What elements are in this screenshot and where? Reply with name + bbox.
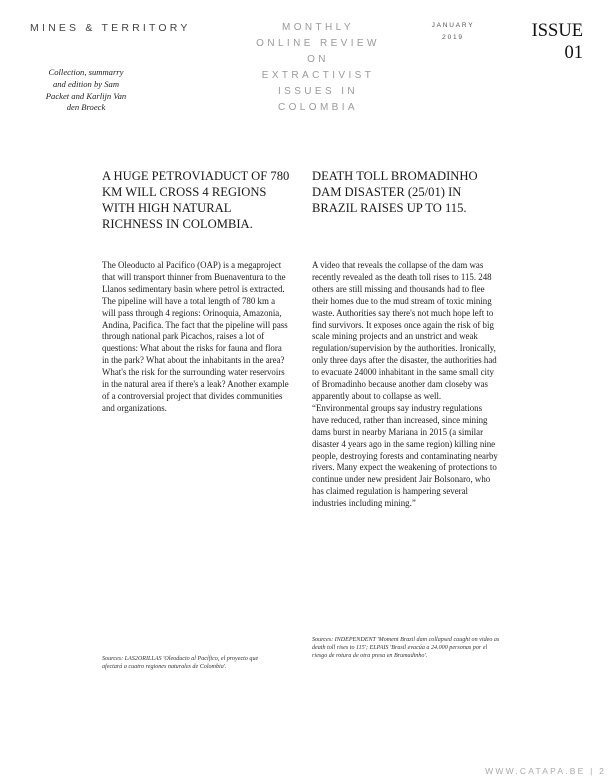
- issue-number: 01: [564, 43, 583, 63]
- article-paragraph: The Oleoducto al Pacifico (OAP) is a megaproject that will transport thinner from Buenaventura to the Llanos sedimentary basin where petrol is extracted. The pipeline will have a total length of 780 km a will pass through 4 regions: Orinoquia, Amazonia, Andina, Pacifica. The fact that the pipeline will pass through national park Picachos, raises a lot of questions: What about the risks for fauna and flora in the park? What about the inhabitants in the area? What's the risk for the surrounding water reservoirs in the natural area if there's a leak? Another example of a controversial project that divides communities and organizations.: [102, 260, 289, 413]
- article-paragraph: “Environmental groups say industry regulations have reduced, rather than increased, since mining dams burst in nearby Mariana in 2015 (a similar disaster 4 years ago in the same region) killing nine people, destroying forests and contaminating nearby rivers. Many expect the weakening of protections to continue under new president Jair Bolsonaro, who has claimed regulation is hampering several industries including mining.”: [312, 402, 498, 509]
- review-line: ON: [307, 54, 329, 65]
- review-line: ISSUES IN: [277, 86, 359, 97]
- review-subtitle: [248, 20, 388, 116]
- review-line: ONLINE REVIEW: [256, 38, 380, 49]
- issue-date: [418, 20, 488, 44]
- article-body: [102, 260, 290, 415]
- issue-year: 2019: [442, 34, 464, 41]
- issue-label: ISSUE: [531, 21, 583, 41]
- article-sources: Sources: LAS2ORILLAS 'Oleoducto al Pacífico, el proyecto que afectará a cuatro regiones naturales de Colombia'.: [102, 656, 259, 671]
- review-line: EXTRACTIVIST: [261, 70, 375, 81]
- brand-title: MINES & TERRITORY: [30, 22, 191, 34]
- credits: Collection, summarry and edition by Sam Packet and Karlijn Van den Broeck: [45, 67, 127, 113]
- issue-block: [505, 20, 583, 64]
- footer-website[interactable]: WWW.CATAPA.BE | 2: [485, 766, 606, 776]
- article-sources: Sources: INDEPENDENT 'Moment Brazil dam collapsed caught on video as death toll rises to 115'; ELPAIS 'Brasil evacúa a 24.000 personas por el riesgo de rotura de otra presa en Brumadinho'.: [312, 637, 500, 660]
- article-body: [312, 260, 500, 510]
- article-headline: DEATH TOLL BROMADINHO DAM DISASTER (25/01) IN BRAZIL RAISES UP TO 115.: [312, 169, 478, 215]
- article-paragraph: A video that reveals the collapse of the dam was recently revealed as the death toll rises to 115. 248 others are still missing and thousands had to flee their homes due to the mud stream of toxic mining waste. Authorities say there's not much hope left to find survivors. It exposes once again the risk of big scale mining projects and an unstrict and weak regulation/supervision by the authorities. Ironically, only three days after the disaster, the authorities had to evacuate 24000 inhabitant in the same small city of Bromadinho because another dam closeby was apparently about to collapse as well.: [312, 260, 497, 401]
- issue-month: JANUARY: [431, 22, 475, 29]
- review-line: MONTHLY: [282, 22, 354, 33]
- review-line: COLOMBIA: [278, 102, 358, 113]
- article-headline: A HUGE PETROVIADUCT OF 780 KM WILL CROSS 4 REGIONS WITH HIGH NATURAL RICHNESS IN COLOMBIA.: [102, 169, 290, 231]
